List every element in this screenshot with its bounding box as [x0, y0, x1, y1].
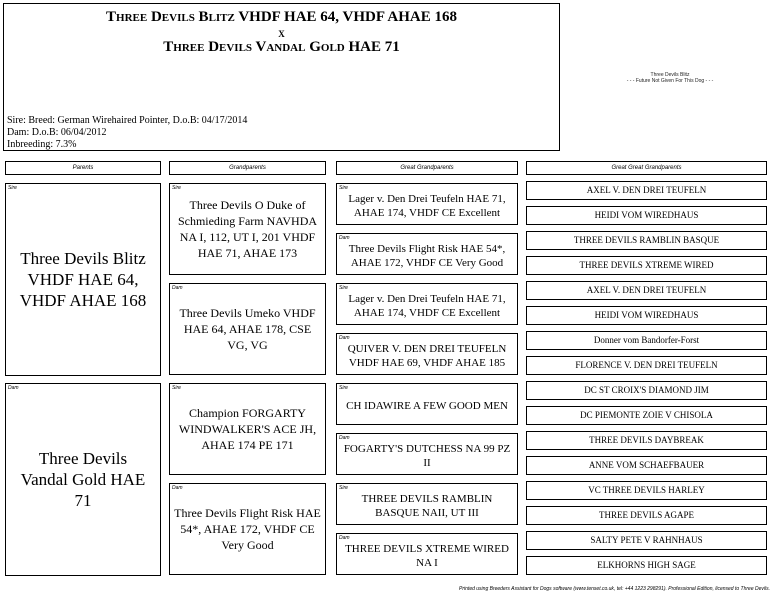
grandparent-name: Three Devils Umeko VHDF HAE 64, AHAE 178, CSE VG, VG: [179, 306, 316, 352]
ggg-name: Donner vom Bandorfer-Forst: [593, 335, 700, 345]
great-grandparent[interactable]: [336, 183, 518, 225]
great-grandparent[interactable]: [336, 433, 518, 475]
sire-label: Sire: [339, 285, 348, 291]
sire-label: Sire: [339, 385, 348, 391]
parent-sire[interactable]: [5, 183, 161, 376]
column-header-parents: Parents: [5, 161, 161, 175]
ggg-name: VC THREE DEVILS HARLEY: [588, 485, 705, 495]
sire-label: Sire: [8, 185, 17, 191]
ggg-name: ANNE VOM SCHAEFBAUER: [588, 460, 705, 470]
parent-dam[interactable]: [5, 383, 161, 576]
dam-label: Dam: [339, 435, 350, 441]
sire-info: Sire: Breed: German Wirehaired Pointer, D.o.B: 04/17/2014: [7, 115, 248, 126]
parent-name: Three Devils Vandal Gold HAE 71: [20, 449, 146, 510]
pedigree-header: [3, 3, 560, 151]
sire-label: Sire: [339, 185, 348, 191]
ggg-name: THREE DEVILS AGAPE: [599, 510, 694, 520]
note-line-2: - - - Future Not Given For This Dog - - -: [626, 78, 714, 84]
ggg-name: FLORENCE V. DEN DREI TEUFELN: [575, 360, 718, 370]
dam-label: Dam: [172, 485, 183, 491]
ggg-name: THREE DEVILS RAMBLIN BASQUE: [573, 235, 720, 245]
great-great-grandparent[interactable]: [526, 556, 767, 575]
great-great-grandparent[interactable]: [526, 256, 767, 275]
grandparent[interactable]: [169, 383, 326, 475]
great-grandparent-name: THREE DEVILS RAMBLIN BASQUE NAII, UT III: [361, 493, 493, 519]
parent-name: Three Devils Blitz VHDF HAE 64, VHDF AHAE 168: [19, 249, 147, 310]
great-grandparent-name: THREE DEVILS XTREME WIRED NA I: [345, 543, 509, 569]
sire-label: Sire: [339, 485, 348, 491]
sire-label: Sire: [172, 385, 181, 391]
great-grandparent-name: QUIVER V. DEN DREI TEUFELN VHDF HAE 69, VHDF AHAE 185: [347, 343, 507, 369]
ggg-name: DC ST CROIX'S DIAMOND JIM: [584, 385, 709, 395]
dam-label: Dam: [8, 385, 19, 391]
great-grandparent-name: Lager v. Den Drei Teufeln HAE 71, AHAE 174, VHDF CE Excellent: [348, 293, 506, 319]
column-header-great-great-grandparents: Great Great Grandparents: [526, 161, 767, 175]
great-great-grandparent[interactable]: [526, 456, 767, 475]
great-grandparent[interactable]: [336, 383, 518, 425]
column-header-great-grandparents: Great Grandparents: [336, 161, 518, 175]
great-great-grandparent[interactable]: [526, 306, 767, 325]
ggg-name: AXEL V. DEN DREI TEUFELN: [586, 185, 707, 195]
ggg-name: THREE DEVILS DAYBREAK: [589, 435, 704, 445]
great-grandparent-name: Lager v. Den Drei Teufeln HAE 71, AHAE 174, VHDF CE Excellent: [348, 193, 506, 219]
great-great-grandparent[interactable]: [526, 431, 767, 450]
dam-title: Three Devils Vandal Gold HAE 71: [163, 39, 400, 55]
great-great-grandparent[interactable]: [526, 356, 767, 375]
inbreeding: Inbreeding: 7.3%: [7, 139, 77, 150]
grandparent[interactable]: [169, 183, 326, 275]
great-great-grandparent[interactable]: [526, 506, 767, 525]
cross-mark: x: [278, 25, 285, 40]
dam-info: Dam: D.o.B: 06/04/2012: [7, 127, 107, 138]
great-grandparent[interactable]: [336, 533, 518, 575]
great-great-grandparent[interactable]: [526, 206, 767, 225]
great-great-grandparent[interactable]: [526, 231, 767, 250]
great-grandparent-name: CH IDAWIRE A FEW GOOD MEN: [346, 400, 508, 412]
great-great-grandparent[interactable]: [526, 181, 767, 200]
great-great-grandparent[interactable]: [526, 331, 767, 350]
ggg-name: SALTY PETE V RAHNHAUS: [590, 535, 703, 545]
sire-label: Sire: [172, 185, 181, 191]
great-great-grandparent[interactable]: [526, 381, 767, 400]
ggg-name: DC PIEMONTE ZOIE V CHISOLA: [580, 410, 713, 420]
ggg-name: HEIDI VOM WIREDHAUS: [594, 210, 699, 220]
grandparent[interactable]: [169, 483, 326, 575]
grandparent-name: Champion FORGARTY WINDWALKER'S ACE JH, AHAE 174 PE 171: [178, 406, 317, 452]
great-great-grandparent[interactable]: [526, 281, 767, 300]
great-great-grandparent[interactable]: [526, 406, 767, 425]
grandparent[interactable]: [169, 283, 326, 375]
great-grandparent[interactable]: [336, 483, 518, 525]
great-grandparent[interactable]: [336, 233, 518, 275]
dam-label: Dam: [339, 335, 350, 341]
dam-label: Dam: [339, 235, 350, 241]
ggg-name: AXEL V. DEN DREI TEUFELN: [586, 285, 707, 295]
great-grandparent-name: FOGARTY'S DUTCHESS NA 99 PZ II: [343, 443, 511, 469]
ggg-name: THREE DEVILS XTREME WIRED: [579, 260, 714, 270]
ggg-name: ELKHORNS HIGH SAGE: [597, 560, 696, 570]
footer-credit: Printed using Breeders Assistant for Dogs software (www.tenset.co.uk, tel: +44 1223 298291). Professional Edition, licensed to Three Devils.: [459, 586, 770, 592]
sire-title: Three Devils Blitz VHDF HAE 64, VHDF AHAE 168: [106, 9, 457, 25]
great-great-grandparent[interactable]: [526, 481, 767, 500]
grandparent-name: Three Devils Flight Risk HAE 54*, AHAE 172, VHDF CE Very Good: [174, 506, 321, 552]
dam-label: Dam: [339, 535, 350, 541]
great-grandparent-name: Three Devils Flight Risk HAE 54*, AHAE 172, VHDF CE Very Good: [348, 243, 506, 269]
note-line-1: Three Devils Blitz: [650, 72, 690, 78]
dam-label: Dam: [172, 285, 183, 291]
great-grandparent[interactable]: [336, 283, 518, 325]
great-grandparent[interactable]: [336, 333, 518, 375]
ggg-name: HEIDI VOM WIREDHAUS: [594, 310, 699, 320]
grandparent-name: Three Devils O Duke of Schmieding Farm NAVHDA NA I, 112, UT I, 201 VHDF HAE 71, AHAE 173: [177, 198, 318, 260]
great-great-grandparent[interactable]: [526, 531, 767, 550]
column-header-grandparents: Grandparents: [169, 161, 326, 175]
